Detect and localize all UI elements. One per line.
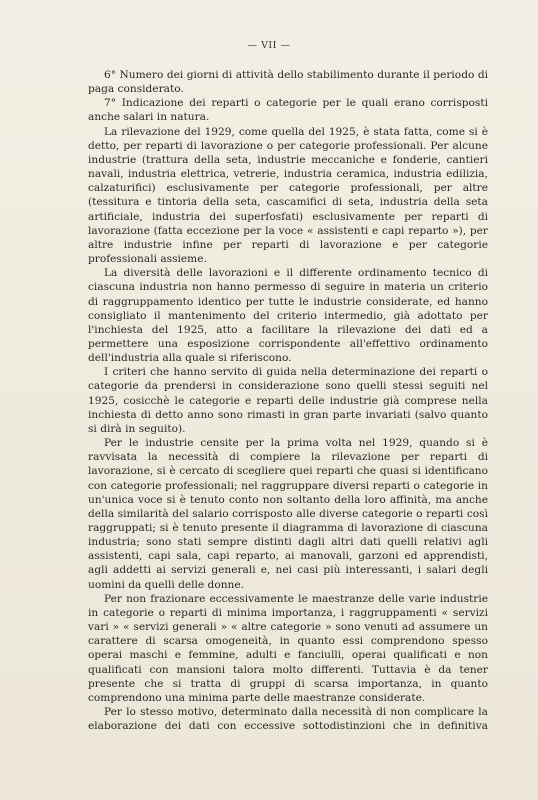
- page-number: — VII —: [247, 40, 291, 51]
- paragraph-criteri-guida: I criteri che hanno servito di guida nella determinazione dei reparti o categorie da prendersi in considerazione sono quelli stessi seguiti nel 1925, cosicchè le categorie e reparti delle industrie già comprese nella inchiesta di detto anno sono rimasti in gran parte invariati (salvo quanto si dirà in seguito).: [88, 366, 488, 435]
- paragraph-rilevazione-1929: La rilevazione del 1929, come quella del 1925, è stata fatta, come si è detto, per reparti di lavorazione o per categorie professionali. Per alcune industrie (trattura della seta, industrie meccaniche e fonderie, cantieri navali, industria elettrica, vetrerie, industria ceramica, industria edilizia, calzaturifici) esclusivamente per categorie professionali, per altre (tessitura e tintoria della seta, cascamifici di seta, industria della seta artificiale, industria dei superfosfati) esclusivamente per reparti di lavorazione (fatta eccezione per la voce « assistenti e capi reparto »), per altre industrie infine per reparti di lavorazione e per categorie professionali assieme.: [88, 125, 488, 266]
- paragraph-diversita-lavorazioni: La diversità delle lavorazioni e il differente ordinamento tecnico di ciascuna industria non hanno permesso di seguire in materia un criterio di raggruppamento identico per tutte le industrie considerate, ed hanno consigliato il mantenimento del criterio intermedio, già adottato per l'inchiesta del 1925, atto a facilitare la rilevazione dei dati ed a permettere una esposizione corrispondente all'effettivo ordinamento dell'industria alla quale si riferiscono.: [88, 267, 488, 365]
- paragraph-item-7: 7° Indicazione dei reparti o categorie per le quali erano corrisposti anche salari in natura.: [88, 97, 488, 124]
- paragraph-industrie-censite: Per le industrie censite per la prima volta nel 1929, quando si è ravvisata la necessità di compiere la rilevazione per reparti di lavorazione, si è cercato di scegliere quei reparti che quasi si identificano con categorie professionali; nel raggruppare diversi reparti o categorie in un'unica voce si è tenuto conto non soltanto della loro affinità, ma anche della similarità del salario corrisposto alle diverse categorie o reparti così raggruppati; si è tenuto presente il diagramma di lavorazione di ciascuna industria; sono stati sempre distinti dagli altri dati quelli relativi agli assistenti, capi sala, capi reparto, ai manovali, garzoni ed apprendisti, agli addetti ai servizi generali e, nei casi più interessanti, i salari degli uomini da quelli delle donne.: [88, 437, 488, 591]
- paragraph-stesso-motivo: Per lo stesso motivo, determinato dalla necessità di non complicare la elaborazione dei dati con eccessive sottodistinzioni che in definitiva: [88, 706, 488, 733]
- body-text: [88, 68, 488, 733]
- paragraph-item-6: 6° Numero dei giorni di attività dello stabilimento durante il periodo di paga considerato.: [88, 69, 488, 96]
- paragraph-frazionamento: Per non frazionare eccessivamente le maestranze delle varie industrie in categorie o reparti di minima importanza, i raggruppamenti « servizi vari » « servizi generali » « altre categorie » sono venuti ad assumere un carattere di scarsa omogeneità, in quanto essi comprendono spesso operai maschi e femmine, adulti e fanciulli, operai qualificati e non qualificati con mansioni talora molto differenti. Tuttavia è da tener presente che si tratta di gruppi di scarsa importanza, in quanto comprendono una minima parte delle maestranze considerate.: [88, 592, 488, 704]
